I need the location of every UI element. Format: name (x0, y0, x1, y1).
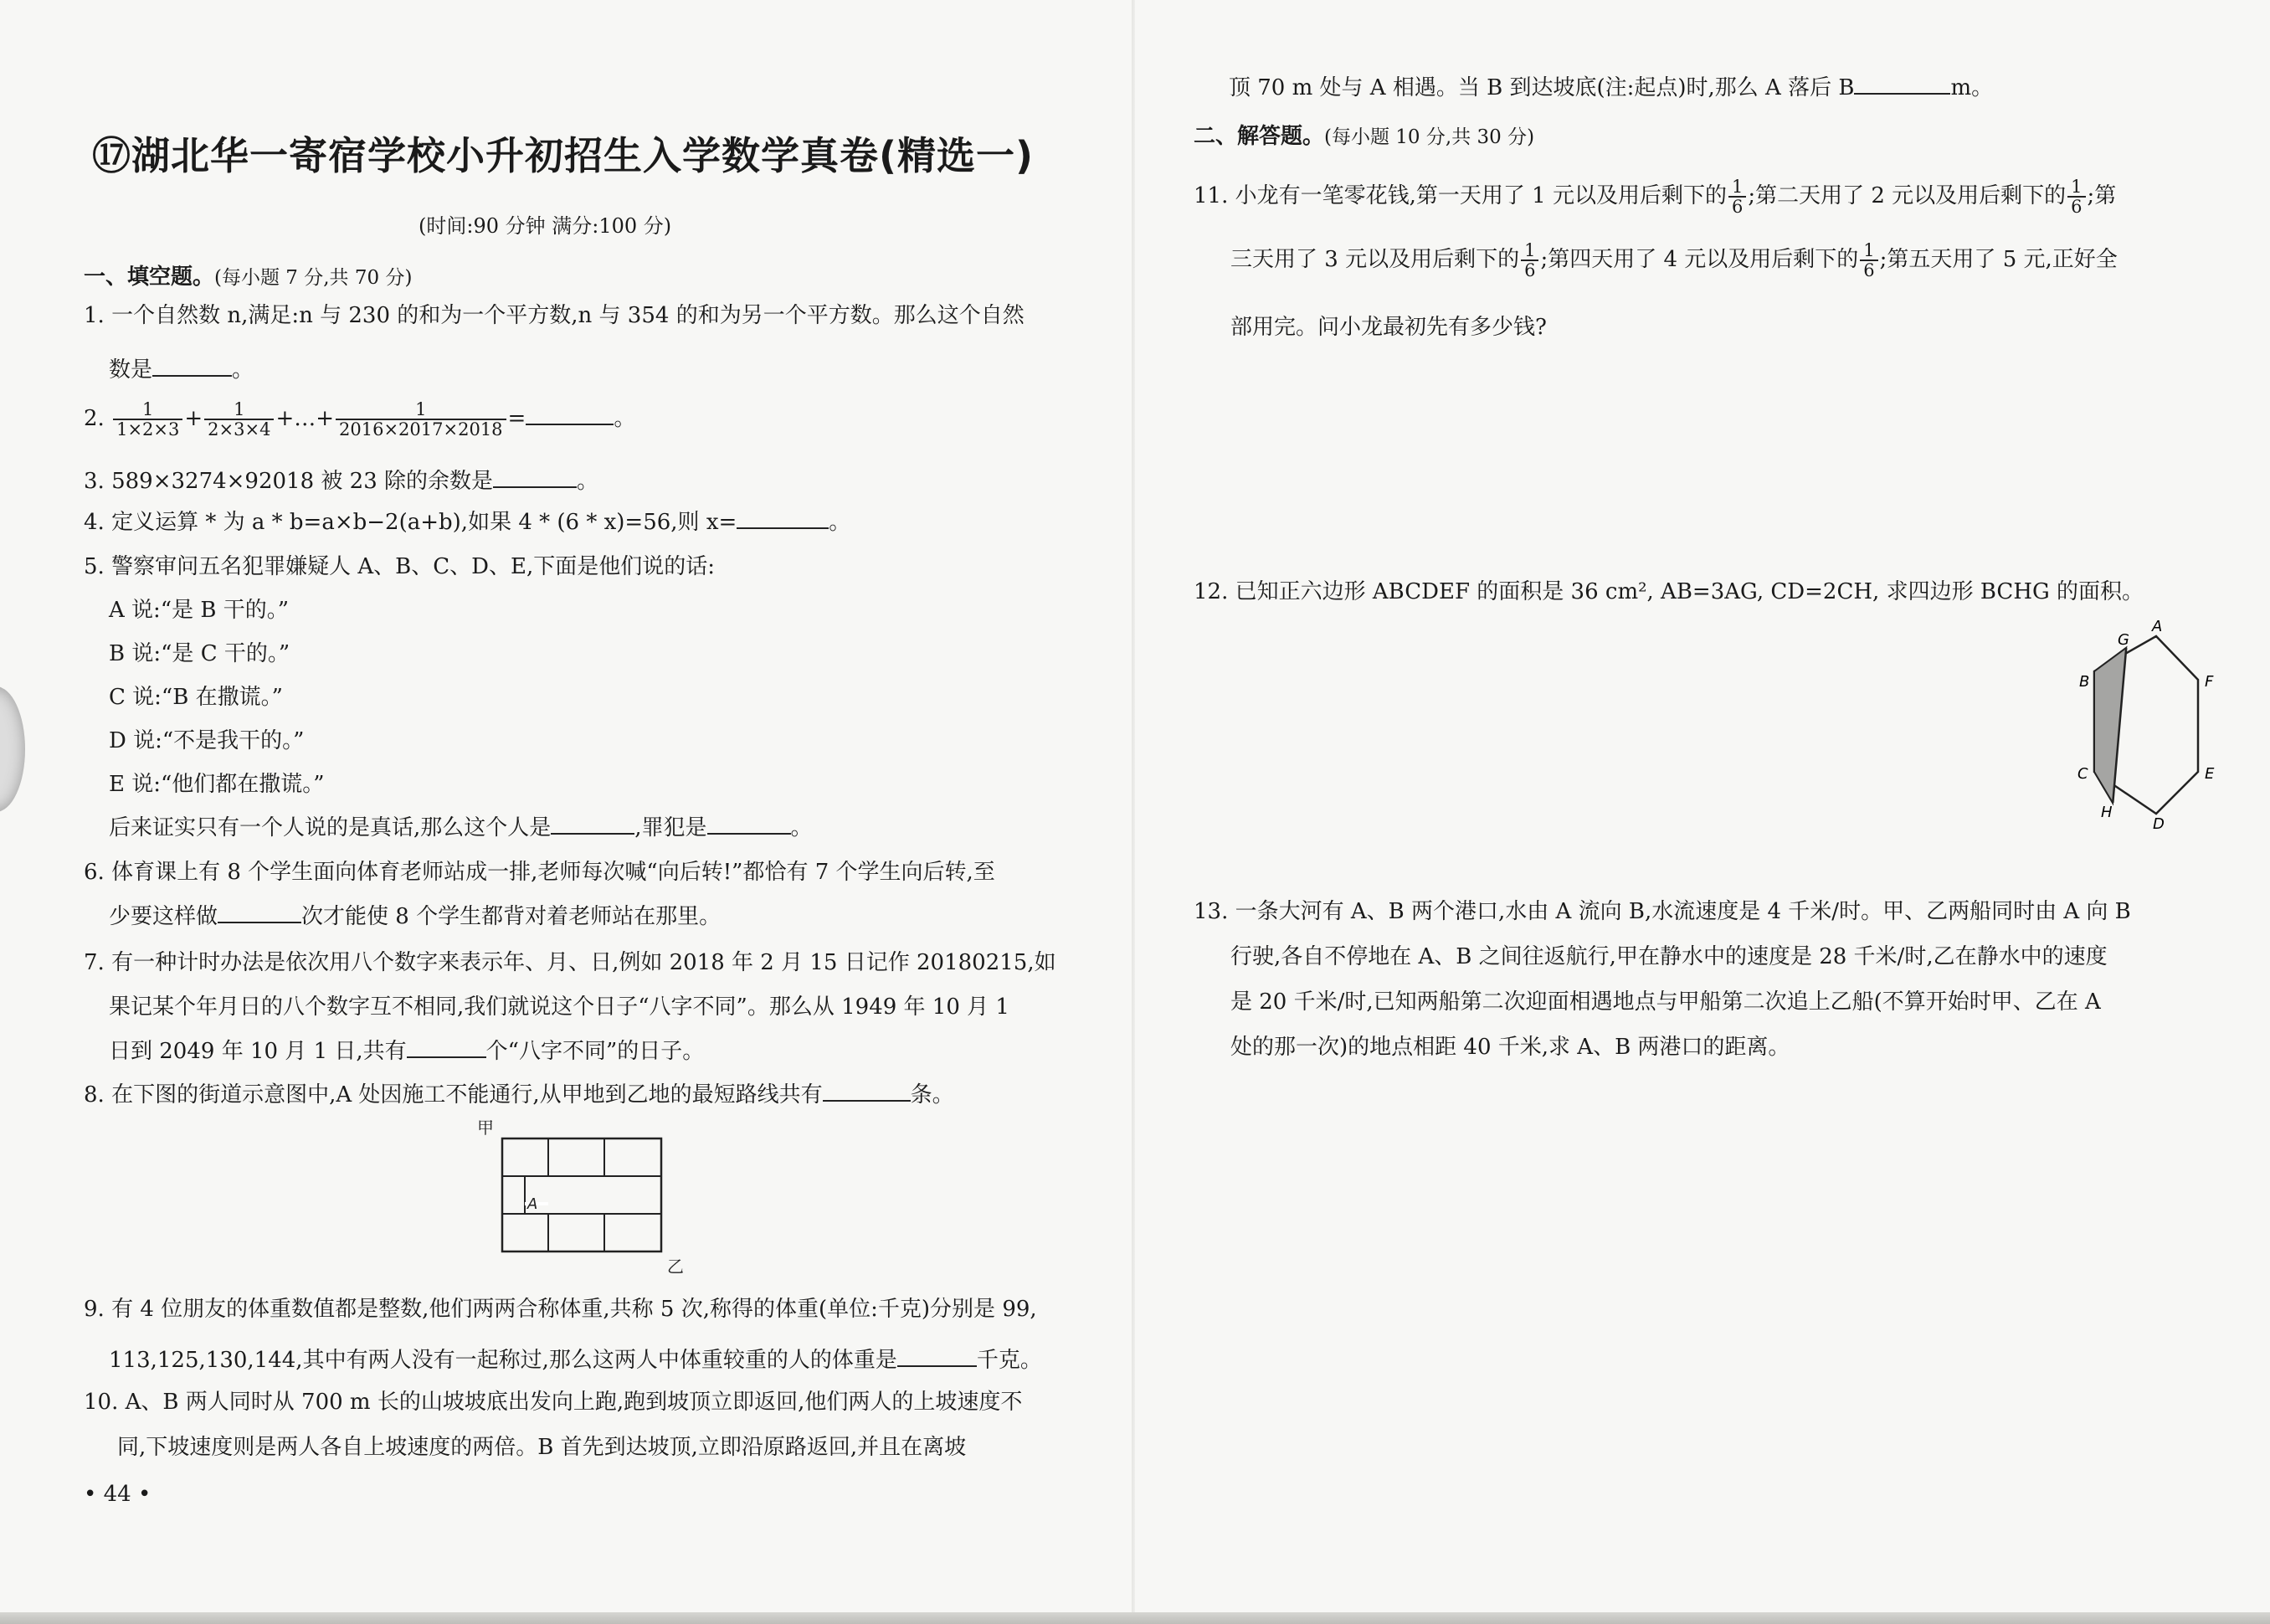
point-g-label: G (2118, 631, 2129, 649)
q13-line1: 13. 一条大河有 A、B 两个港口,水由 A 流向 B,水流速度是 4 千米/时。甲、乙两船同时由 A 向 B (1194, 899, 2131, 924)
q4-line: 4. 定义运算 * 为 a * b=a×b−2(a+b),如果 4 * (6 * x)=56,则 x= 。 (84, 510, 851, 535)
q11-fraction-3: $\frac{1}{6}$ (1521, 241, 1538, 280)
binder-clip (0, 686, 25, 812)
q5-line1: 5. 警察审问五名犯罪嫌疑人 A、B、C、D、E,下面是他们说的话: (84, 554, 715, 579)
shaded-region (2094, 648, 2126, 803)
q1-line2: 数是 。 (109, 357, 254, 383)
fig-end-label: 乙 (667, 1257, 684, 1277)
page-number: • 44 • (84, 1482, 152, 1507)
q2-line: 2. $\frac{1}{1\times 2\times 3}$ + $\frac{1}{2\times 3\times 4}$ +…+ $\frac{1}{2016\times 2017\times 2018}$ = 。 (84, 399, 636, 440)
q11-line2: 三天用了 3 元以及用后剩下的 $\frac{1}{6}$ ;第四天用了 4 元以及用后剩下的 $\frac{1}{6}$ ;第五天用了 5 元,正好全 (1230, 240, 2118, 281)
q7-line1: 7. 有一种计时办法是依次用八个数字来表示年、月、日,例如 2018 年 2 月 15 日记作 20180215,如 (84, 950, 1056, 975)
q11-line1: 11. 小龙有一笔零花钱,第一天用了 1 元以及用后剩下的 $\frac{1}{6}$ ;第二天用了 2 元以及用后剩下的 $\frac{1}{6}$ ;第 (1194, 177, 2117, 218)
q10-line1: 10. A、B 两人同时从 700 m 长的山坡坡底出发向上跑,跑到坡顶立即返回,他们两人的上坡速度不 (84, 1390, 1023, 1415)
q10-line2: 同,下坡速度则是两人各自上坡速度的两倍。B 首先到达坡顶,立即沿原路返回,并且在离坡 (117, 1435, 967, 1460)
hexagon-svg (2031, 619, 2223, 837)
vertex-a-label: A (2152, 619, 2163, 635)
bottom-page-edge (0, 1612, 2270, 1624)
vertex-c-label: C (2077, 765, 2088, 783)
street-grid-figure (469, 1113, 686, 1284)
q3-line: 3. 589×3274×92018 被 23 除的余数是 。 (84, 469, 599, 494)
q1-answer-blank[interactable] (152, 357, 232, 377)
vertex-b-label: B (2079, 673, 2090, 691)
q5-person-blank[interactable] (551, 815, 634, 835)
q2-fraction-1: $\frac{1}{1\times 2\times 3}$ (113, 400, 182, 439)
section-2-heading: 二、解答题。(每小题 10 分,共 30 分) (1194, 124, 1535, 149)
vertex-e-label: E (2205, 765, 2215, 783)
hexagon-figure (2031, 619, 2223, 840)
q11-line3: 部用完。问小龙最初先有多少钱? (1230, 315, 1547, 340)
q5-statement-b: B 说:“是 C 干的。” (109, 641, 290, 666)
vertex-d-label: D (2153, 815, 2165, 833)
fig-point-a: A (527, 1195, 538, 1213)
point-h-label: H (2101, 804, 2113, 821)
q1-line1: 1. 一个自然数 n,满足:n 与 230 的和为一个平方数,n 与 354 的和为另一个平方数。那么这个自然 (84, 303, 1025, 328)
q5-statement-e: E 说:“他们都在撒谎。” (109, 772, 325, 797)
q3-answer-blank[interactable] (493, 468, 577, 488)
q7-line2: 果记某个年月日的八个数字互不相同,我们就说这个日子“八字不同”。那么从 1949 年 10 月 1 (109, 994, 1009, 1020)
right-page (1135, 0, 2270, 1624)
q13-line3: 是 20 千米/时,已知两船第二次迎面相遇地点与甲船第二次追上乙船(不算开始时甲、乙在 A (1230, 989, 2101, 1015)
q2-fraction-2: $\frac{1}{2\times 3\times 4}$ (204, 400, 274, 439)
vertex-f-label: F (2205, 673, 2214, 691)
q10-continuation: 顶 70 m 处与 A 相遇。当 B 到达坡底(注:起点)时,那么 A 落后 B m。 (1229, 75, 1994, 100)
q6-line1: 6. 体育课上有 8 个学生面向体育老师站成一排,老师每次喊“向后转!”都恰有 7 个学生向后转,至 (84, 860, 995, 885)
q13-line4: 处的那一次)的地点相距 40 千米,求 A、B 两港口的距离。 (1230, 1035, 1790, 1060)
street-grid-svg (469, 1113, 686, 1281)
q9-line1: 9. 有 4 位朋友的体重数值都是整数,他们两两合称体重,共称 5 次,称得的体重(单位:千克)分别是 99, (84, 1297, 1037, 1322)
q11-fraction-1: $\frac{1}{6}$ (1728, 177, 1746, 216)
q11-fraction-2: $\frac{1}{6}$ (2067, 177, 2085, 216)
q8-answer-blank[interactable] (823, 1082, 911, 1102)
section-1-heading: 一、填空题。(每小题 7 分,共 70 分) (84, 265, 413, 290)
q6-answer-blank[interactable] (218, 903, 301, 923)
q5-statement-c: C 说:“B 在撒谎。” (109, 685, 283, 710)
q11-fraction-4: $\frac{1}{6}$ (1860, 241, 1877, 280)
q4-answer-blank[interactable] (737, 509, 829, 529)
exam-title: ⑰湖北华一寄宿学校小升初招生入学数学真卷(精选一) (92, 133, 1035, 178)
q5-statement-d: D 说:“不是我干的。” (109, 728, 305, 753)
q9-line2: 113,125,130,144,其中有两人没有一起称过,那么这两人中体重较重的人的体重是 千克。 (109, 1348, 1042, 1373)
q7-answer-blank[interactable] (407, 1038, 486, 1058)
exam-time-score: (时间:90 分钟 满分:100 分) (419, 214, 672, 238)
q6-line2: 少要这样做 次才能使 8 个学生都背对着老师站在那里。 (109, 904, 722, 929)
q13-line2: 行驶,各自不停地在 A、B 之间往返航行,甲在静水中的速度是 28 千米/时,乙在静水中的速度 (1230, 944, 2108, 969)
q7-line3: 日到 2049 年 10 月 1 日,共有 个“八字不同”的日子。 (109, 1039, 705, 1064)
q5-culprit-blank[interactable] (707, 815, 791, 835)
q5-last-line: 后来证实只有一个人说的是真话,那么这个人是 ,罪犯是 。 (109, 815, 813, 840)
q2-fraction-3: $\frac{1}{2016\times 2017\times 2018}$ (336, 400, 506, 439)
q5-statement-a: A 说:“是 B 干的。” (109, 598, 290, 623)
q12-line: 12. 已知正六边形 ABCDEF 的面积是 36 cm², AB=3AG, CD=2CH, 求四边形 BCHG 的面积。 (1194, 579, 2144, 604)
grid-outline (502, 1138, 661, 1251)
q9-answer-blank[interactable] (897, 1347, 977, 1367)
q10-answer-blank[interactable] (1854, 75, 1950, 95)
fig-start-label: 甲 (477, 1118, 494, 1138)
q2-answer-blank[interactable] (526, 405, 614, 425)
q8-line: 8. 在下图的街道示意图中,A 处因施工不能通行,从甲地到乙地的最短路线共有 条。 (84, 1082, 954, 1108)
